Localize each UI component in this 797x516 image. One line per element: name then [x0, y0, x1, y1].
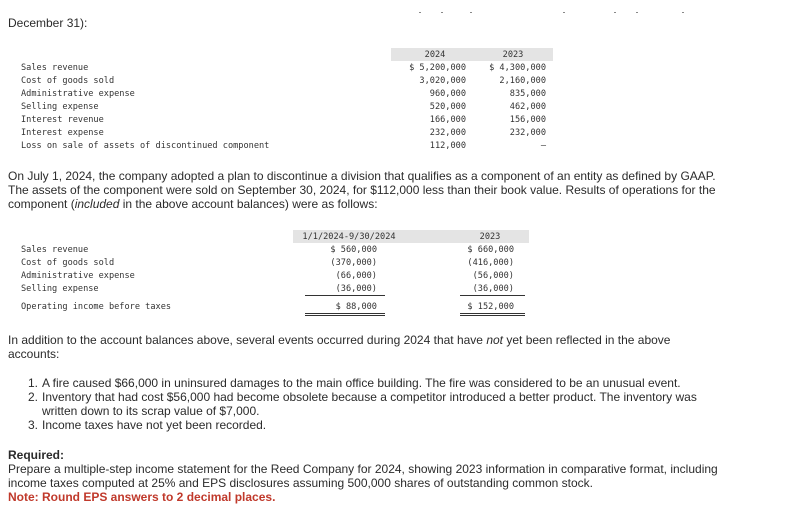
- list-item: [28, 390, 793, 418]
- row-value-2024: 3,020,000: [419, 76, 466, 86]
- required-line: Prepare a multiple-step income statement for the Reed Company for 2024, showing 2023 information in comparative format, including: [8, 462, 718, 476]
- row-value-2024: 232,000: [429, 128, 466, 138]
- events-list: [28, 376, 793, 432]
- subtotal-rule: [305, 295, 385, 296]
- scroll-mark: [419, 12, 421, 13]
- paragraph-line: In addition to the account balances above, several events occurred during 2024 that have not yet been reflected in the above: [8, 333, 671, 347]
- total-double-rule: [460, 313, 525, 316]
- row-label: Selling expense: [21, 102, 99, 112]
- required-line: income taxes computed at 25% and EPS disclosures assuming 500,000 shares of outstanding common stock.: [8, 476, 593, 490]
- row-value-2023: $ 660,000: [467, 245, 514, 255]
- row-label: Interest expense: [21, 128, 104, 138]
- required-section: [8, 448, 793, 504]
- scroll-mark: [614, 12, 616, 13]
- row-value-2023: 232,000: [509, 128, 546, 138]
- list-number: 3.: [28, 418, 39, 432]
- scroll-mark: [682, 12, 684, 13]
- row-value-2024: $ 5,200,000: [409, 63, 466, 73]
- subtotal-rule: [460, 295, 525, 296]
- col-header-2024: 2024: [424, 50, 446, 60]
- scroll-mark: [636, 12, 638, 13]
- row-label: Sales revenue: [21, 245, 89, 255]
- paragraph-discontinued: [8, 169, 793, 211]
- row-value-2023: (56,000): [472, 271, 514, 281]
- list-text: Inventory that had cost $56,000 had become obsolete because a competitor introduced a better product. The inventory was: [42, 390, 697, 404]
- row-value-2023: 2,160,000: [499, 76, 546, 86]
- row-label: Selling expense: [21, 284, 99, 294]
- row-value-period: (36,000): [335, 284, 377, 294]
- row-value-2024: 112,000: [429, 141, 466, 151]
- row-value-2023: (36,000): [472, 284, 514, 294]
- total-label: Operating income before taxes: [21, 302, 172, 312]
- paragraph-line: On July 1, 2024, the company adopted a plan to discontinue a division that qualifies as a component of an entity as defined by GAAP.: [8, 169, 716, 183]
- row-label: Administrative expense: [21, 271, 135, 281]
- row-label: Loss on sale of assets of discontinued component: [21, 141, 270, 151]
- row-value-2023: 462,000: [509, 102, 546, 112]
- row-value-2024: 166,000: [429, 115, 466, 125]
- list-item: [28, 376, 793, 390]
- col-header-2023: 2023: [502, 50, 524, 60]
- col-header-period: 1/1/2024-9/30/2024: [302, 232, 396, 242]
- required-heading: Required:: [8, 448, 65, 462]
- scroll-mark: [441, 12, 443, 13]
- row-label: Administrative expense: [21, 89, 135, 99]
- row-value-2023: –: [540, 141, 546, 151]
- total-value-2023: $ 152,000: [467, 302, 514, 312]
- row-value-2024: 520,000: [429, 102, 466, 112]
- list-item: [28, 418, 793, 432]
- row-value-period: $ 560,000: [330, 245, 377, 255]
- row-value-2023: $ 4,300,000: [489, 63, 546, 73]
- row-value-2023: (416,000): [467, 258, 514, 268]
- col-header-2023: 2023: [479, 232, 501, 242]
- list-number: 2.: [28, 390, 39, 404]
- row-label: Sales revenue: [21, 63, 89, 73]
- row-value-period: (370,000): [330, 258, 377, 268]
- intro-fragment: December 31):: [8, 16, 88, 30]
- scroll-mark: [470, 12, 472, 13]
- row-value-period: (66,000): [335, 271, 377, 281]
- row-value-2023: 156,000: [509, 115, 546, 125]
- row-value-2023: 835,000: [509, 89, 546, 99]
- list-text: written down to its scrap value of $7,000.: [42, 404, 260, 418]
- list-text: A fire caused $66,000 in uninsured damages to the main office building. The fire was considered to be an unusual event.: [42, 376, 681, 390]
- list-text: Income taxes have not yet been recorded.: [42, 418, 267, 432]
- row-label: Cost of goods sold: [21, 76, 115, 86]
- row-value-2024: 960,000: [429, 89, 466, 99]
- rounding-note: Note: Round EPS answers to 2 decimal places.: [8, 490, 276, 504]
- paragraph-line: The assets of the component were sold on September 30, 2024, for $112,000 less than their book value. Results of operations for the: [8, 183, 716, 197]
- row-label: Cost of goods sold: [21, 258, 115, 268]
- scroll-mark: [563, 12, 565, 13]
- list-number: 1.: [28, 376, 39, 390]
- total-value-period: $ 88,000: [335, 302, 377, 312]
- paragraph-events-intro: [8, 333, 793, 361]
- paragraph-line: component (included in the above account balances) were as follows:: [8, 197, 378, 211]
- total-double-rule: [305, 313, 385, 316]
- paragraph-line: accounts:: [8, 347, 60, 361]
- row-label: Interest revenue: [21, 115, 104, 125]
